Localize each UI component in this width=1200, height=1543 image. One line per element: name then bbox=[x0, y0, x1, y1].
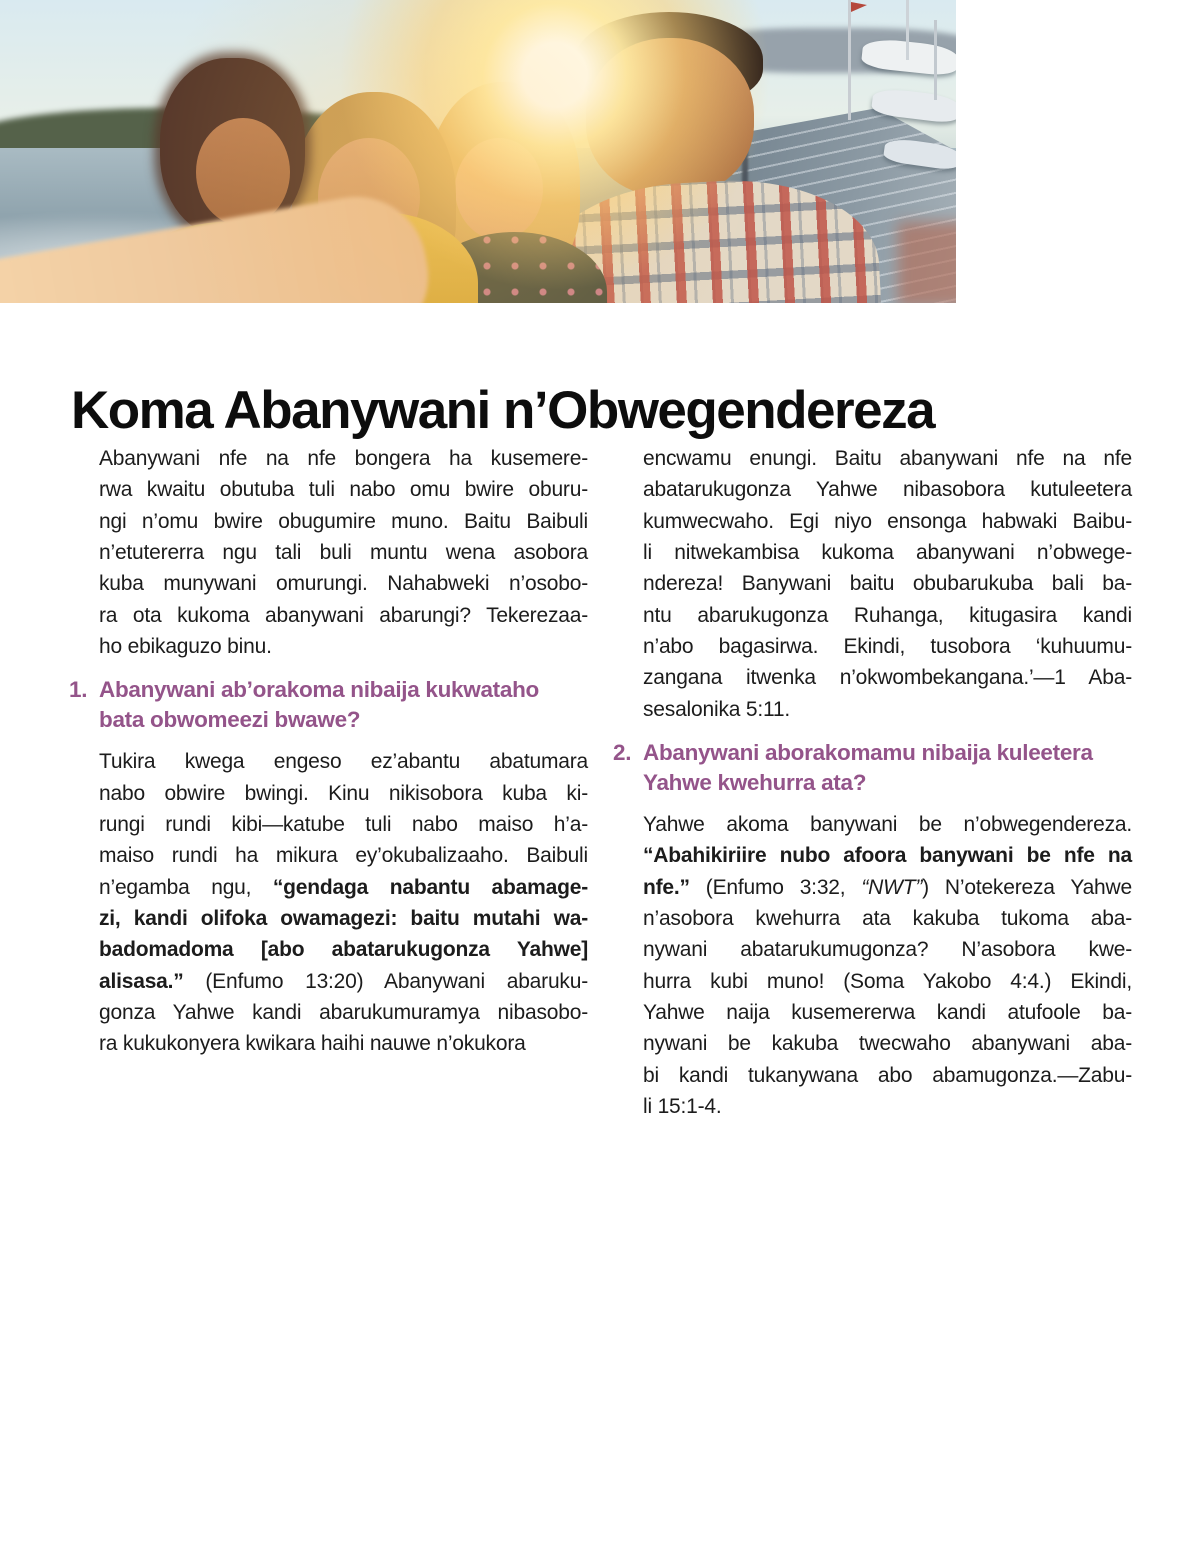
question-heading-2 bbox=[613, 738, 1132, 798]
question-text: Abanywani aborakomamu nibaija kuleetera Yahwe kwehurra ata? bbox=[643, 739, 1093, 795]
question-text: Abanywani ab’orakoma nibaija kukwataho bata obwomeezi bwawe? bbox=[99, 677, 539, 733]
lesson-number-badge bbox=[956, 0, 1200, 303]
header-photo bbox=[0, 0, 956, 303]
intro-paragraph: Abanywani nfe na nfe bongera ha kusemere- rwa kwaitu obutuba tuli nabo omu bwire oburu- ngi n’omu bwire obugumire muno. Baitu Baibuli n’etutererra ngu tali buli muntu wena asobora kuba munywani omurungi. Nahabweki n’osobo- ra ota kukoma abanywani abarungi? Tekerezaa- ho ebikaguzo binu. bbox=[99, 447, 588, 658]
paragraph: encwamu enungi. Baitu abanywani nfe na nfe abatarukugonza Yahwe nibasobora kutuleetera kumwecwaho. Egi niyo ensonga habwaki Baibu- li nitwekambisa kukoma abanywani n’obwege- ndereza! Banywani baitu obubarukuba bali ba- ntu abarukugonza Ruhanga, kitugasira kandi n’abo bagasirwa. Ekindi, tusobora ‘kuhuumu- zangana itwenka n’okwombekangana.’—1 Aba- sesalonika 5:11. bbox=[643, 447, 1132, 721]
question-number: 1. bbox=[69, 677, 88, 703]
left-column bbox=[69, 443, 588, 1060]
question-heading-1 bbox=[69, 675, 588, 735]
paragraph: Yahwe akoma banywani be n’obwegendereza. “Abahikiriire nubo afoora banywani be nfe na nfe.” (Enfumo 3:32, “NWT”) N’otekereza Yahwe n’asobora kwehurra ata kakuba tukoma aba- nywani abatarukumugonza? N’asobora kwe- hurra kubi muno! (Soma Yakobo 4:4.) Ekindi, Yahwe naija kusemererwa kandi atufoole ba- nywani be kakuba twecwaho abanywani aba- bi kandi tukanywana abo abamugonza.—Zabu- li 15:1-4. bbox=[643, 812, 1132, 1118]
right-column bbox=[613, 443, 1132, 1122]
banner bbox=[0, 0, 1200, 303]
page-title: Koma Abanywani n’Obwegendereza bbox=[71, 380, 935, 440]
question-number: 2. bbox=[613, 739, 632, 765]
lesson-number: 48 bbox=[1027, 82, 1129, 188]
warm-light-overlay bbox=[0, 0, 956, 303]
lesson-underline bbox=[1028, 200, 1129, 212]
paragraph: Tukira kwega engeso ez’abantu abatumara nabo obwire bwingi. Kinu nikisobora kuba ki- rungi rundi kibi—katube tuli nabo maiso h’a- maiso rundi ha mikura ey’okubalizaaho. Baibuli n’egamba ngu, “gendaga nabantu abamage- zi, kandi olifoka owamagezi: baitu mutahi wa- badomadoma [abo abatarukugonza Yahwe] alisasa.” (Enfumo 13:20) Abanywani abaruku- gonza Yahwe kandi abarukumuramya nibasobo- ra kukukonyera kwikara haihi nauwe n’okukora bbox=[99, 750, 588, 1056]
